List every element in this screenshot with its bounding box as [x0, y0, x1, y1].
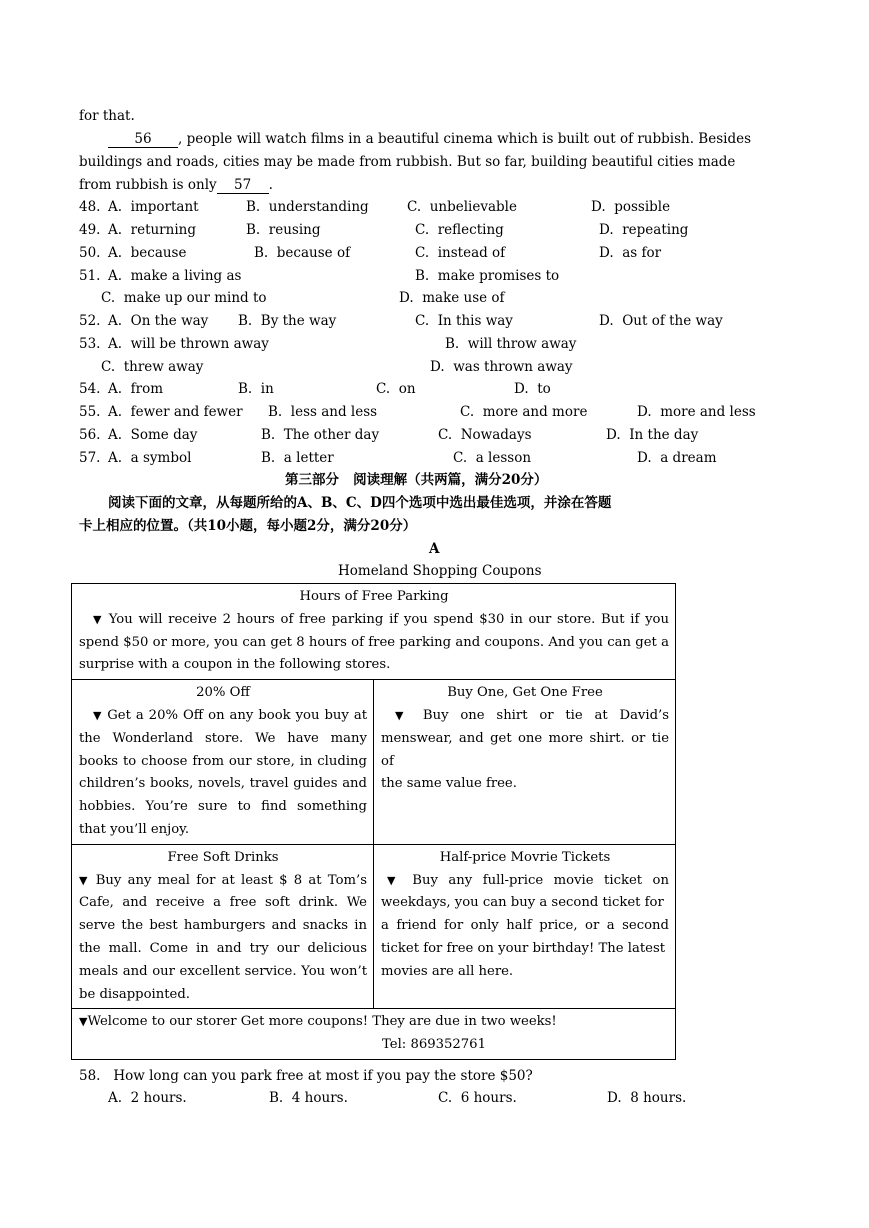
- coupon-shirts-body-wrap: [381, 705, 669, 773]
- coupon-shirts-title: Buy One, Get One Free: [447, 685, 603, 701]
- question-number: 52.: [79, 313, 101, 329]
- triangle-marker-icon: ▼: [93, 612, 104, 626]
- coupon-drinks-title: Free Soft Drinks: [167, 849, 279, 865]
- option-a: A. from: [108, 381, 164, 397]
- coupon-parking-title: Hours of Free Parking: [299, 589, 449, 604]
- coupon-drinks-body-wrap: [79, 870, 367, 1007]
- coupon-footer-text: Welcome to our storer Get more coupons! They are due in two weeks!: [87, 1014, 557, 1030]
- option-c: C. more and more: [460, 404, 588, 420]
- section-instruction-line-2: 卡上相应的位置。（共10小题，每小题2分，满分20分）: [79, 518, 417, 534]
- option-c: C. make up our mind to: [101, 290, 267, 306]
- coupon-movies-body-wrap: [381, 870, 669, 916]
- passage-letter: A: [429, 541, 440, 557]
- option-a: A. important: [108, 199, 199, 215]
- option-c: C. reflecting: [415, 222, 504, 238]
- option-d: D. more and less: [637, 404, 756, 420]
- option-a: A. make a living as: [108, 268, 242, 284]
- option-c: C. unbelievable: [407, 199, 517, 215]
- option-c: C. Nowadays: [438, 427, 532, 443]
- blank-57: 57: [217, 178, 269, 194]
- triangle-marker-icon: ▼: [79, 1015, 88, 1029]
- question-number: 49.: [79, 222, 101, 238]
- option-a: A. will be thrown away: [108, 336, 269, 352]
- option-d: D. as for: [599, 245, 662, 261]
- option-c: C. 6 hours.: [438, 1090, 517, 1106]
- coupon-shirts-body-2: the same value free.: [381, 776, 517, 792]
- coupon-shirts-body: Buy one shirt or tie at David’s menswear, and get one more shirt. or tie of: [381, 707, 669, 769]
- coupon-movies: [374, 844, 676, 1009]
- option-c: C. threw away: [101, 359, 204, 375]
- section-instruction-line-1: 阅读下面的文章，从每题所给的A、B、C、D四个选项中选出最佳选项，并涂在答题: [108, 495, 612, 511]
- option-b: B. understanding: [246, 199, 369, 215]
- option-d: D. 8 hours.: [607, 1090, 687, 1106]
- coupon-footer-text-wrap: [79, 1011, 669, 1034]
- option-a: A. fewer and fewer: [108, 404, 243, 420]
- coupon-drinks: [72, 844, 374, 1009]
- option-b: B. because of: [254, 245, 351, 261]
- option-d: D. Out of the way: [599, 313, 723, 329]
- question-number: 53.: [79, 336, 101, 352]
- coupons-table: [71, 583, 676, 1060]
- option-d: D. to: [514, 381, 551, 397]
- coupon-parking-body-wrap: [79, 609, 669, 677]
- question-number: 57.: [79, 450, 101, 466]
- option-b: B. make promises to: [415, 268, 560, 284]
- option-b: B. reusing: [246, 222, 321, 238]
- coupon-books-body-wrap: [79, 705, 367, 842]
- triangle-marker-icon: ▼: [79, 873, 90, 887]
- option-c: C. on: [376, 381, 416, 397]
- passage-line-4-end: .: [268, 177, 273, 193]
- passage-line-4: [79, 176, 273, 194]
- triangle-marker-icon: ▼: [93, 708, 103, 722]
- option-c: C. a lesson: [453, 450, 532, 466]
- triangle-marker-icon: ▼: [387, 873, 402, 887]
- option-a: A. On the way: [108, 313, 209, 329]
- coupon-books-title: 20% Off: [196, 685, 250, 701]
- option-a: A. a symbol: [108, 450, 192, 466]
- coupon-parking: [72, 584, 676, 680]
- option-d: D. was thrown away: [430, 359, 573, 375]
- passage-line-3: buildings and roads, cities may be made from rubbish. But so far, building beautiful cities made: [79, 154, 736, 170]
- option-a: A. returning: [108, 222, 196, 238]
- option-b: B. will throw away: [445, 336, 577, 352]
- coupon-row-books-shirts: [72, 680, 676, 845]
- coupon-row-drinks-movies: [72, 844, 676, 1009]
- option-d: D. repeating: [599, 222, 689, 238]
- triangle-marker-icon: ▼: [395, 708, 412, 722]
- option-d: D. possible: [591, 199, 671, 215]
- option-c: C. instead of: [415, 245, 506, 261]
- coupon-movies-title: Half-price Movrie Tickets: [439, 849, 611, 865]
- question-58-stem: 58. How long can you park free at most if you pay the store $50?: [79, 1068, 533, 1084]
- question-number: 56.: [79, 427, 101, 443]
- coupon-books-body: Get a 20% Off on any book you buy at the Wonderland store. We have many books to choose from our store, in cluding children’s books, novels, travel guides and hobbies. You’re sure to find something that you’ll enjoy.: [79, 707, 367, 837]
- coupon-drinks-body: Buy any meal for at least $ 8 at Tom’s Cafe, and receive a free soft drink. We serve the best hamburgers and snacks in the mall. Come in and try our delicious meals and our excellent service. You won’t be disappointed.: [79, 872, 367, 1002]
- question-number: 51.: [79, 268, 101, 284]
- option-c: C. In this way: [415, 313, 513, 329]
- option-a: A. Some day: [108, 427, 198, 443]
- option-b: B. 4 hours.: [269, 1090, 348, 1106]
- option-d: D. make use of: [399, 290, 505, 306]
- option-b: B. The other day: [261, 427, 380, 443]
- coupon-footer-tel: Tel: 869352761: [382, 1037, 486, 1053]
- passage-line-1: for that.: [79, 108, 135, 124]
- passage-line-2: [79, 130, 751, 148]
- section-title: 第三部分 阅读理解（共两篇，满分20分）: [285, 472, 548, 488]
- coupon-row-parking: [72, 584, 676, 680]
- blank-56: 56: [108, 132, 178, 148]
- coupon-shirts: [374, 680, 676, 845]
- coupon-row-footer: [72, 1009, 676, 1060]
- coupon-movies-body-2: a friend for only half price, or a second ticket for free on your birthday! The latest: [381, 918, 669, 956]
- question-number: 54.: [79, 381, 101, 397]
- option-a: A. because: [108, 245, 187, 261]
- coupon-movies-body: Buy any full-price movie ticket on weekdays, you can buy a second ticket for: [381, 872, 669, 911]
- coupons-title: Homeland Shopping Coupons: [338, 563, 542, 579]
- option-b: B. By the way: [238, 313, 337, 329]
- passage-line-2-text: , people will watch films in a beautiful cinema which is built out of rubbish. Besides: [178, 131, 752, 147]
- coupon-movies-body-3: movies are all here.: [381, 963, 514, 979]
- option-b: B. less and less: [268, 404, 378, 420]
- coupon-books: [72, 680, 374, 845]
- question-number: 48.: [79, 199, 101, 215]
- passage-line-4-text: from rubbish is only: [79, 177, 217, 193]
- coupon-footer: [72, 1009, 676, 1060]
- option-d: D. In the day: [606, 427, 699, 443]
- option-b: B. in: [238, 381, 274, 397]
- coupon-parking-body: You will receive 2 hours of free parking if you spend $30 in our store. But if you spend $50 or more, you can get 8 hours of free parking and coupons. And you can get a surprise with a coupon in the following stores.: [79, 611, 669, 673]
- question-number: 50.: [79, 245, 101, 261]
- question-number: 55.: [79, 404, 101, 420]
- option-a: A. 2 hours.: [108, 1090, 187, 1106]
- option-d: D. a dream: [637, 450, 717, 466]
- option-b: B. a letter: [261, 450, 334, 466]
